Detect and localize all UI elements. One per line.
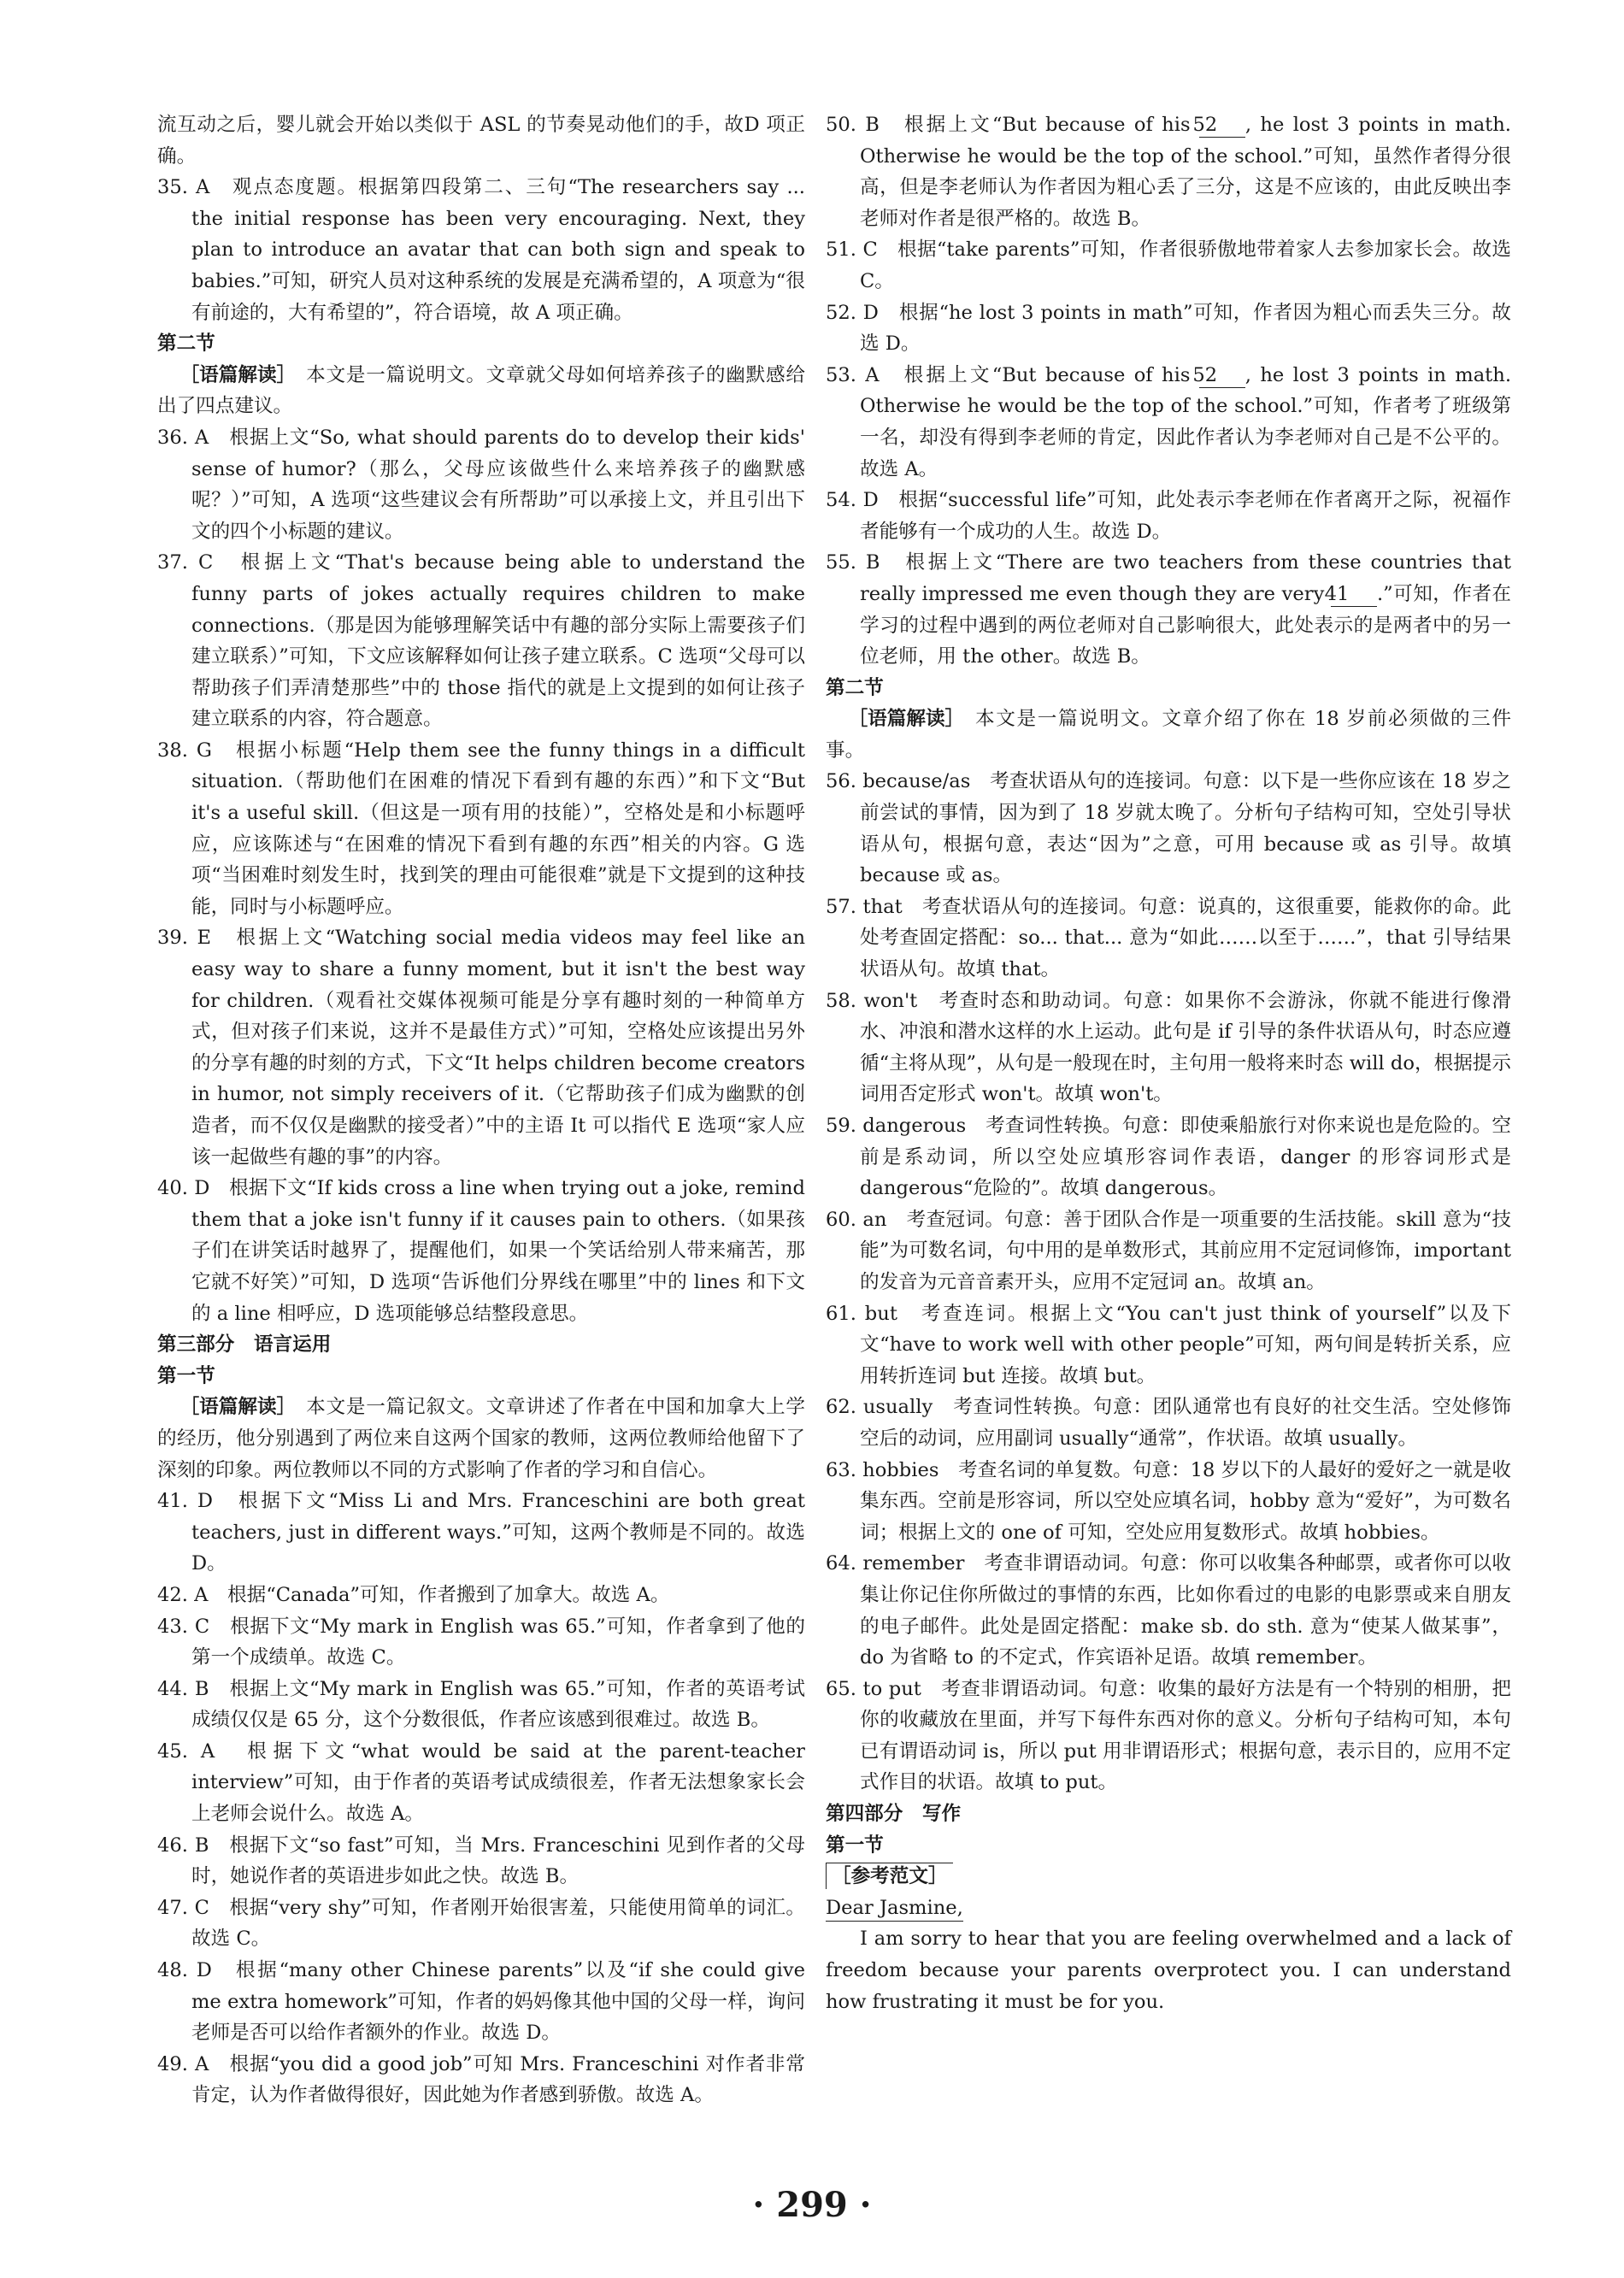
answer-item: 59. dangerous 考查词性转换。句意：即使乘船旅行对你来说也是危险的。空前是系动词，所以空处应填形容词作表语，danger 的形容词形式是 dangerous“危险的”。故填 dangerous。 bbox=[826, 1115, 1511, 1200]
section-heading: 第一节 bbox=[157, 1364, 215, 1387]
answer-item: 65. to put 考查非谓语动词。句意：收集的最好方法是有一个特别的相册，把你的收藏放在里面，并写下每件东西对你的意义。分析句子结构可知，本句已有谓语动词 is，所以 put 用非谓语形式；根据句意，表示目的，应用不定式作目的状语。故填 to put。 bbox=[826, 1677, 1511, 1794]
section-heading: 第四部分 写作 bbox=[826, 1803, 962, 1826]
section-heading: 第二节 bbox=[157, 333, 215, 356]
answer-item: 45. A 根据下文“what would be said at the parent-teacher interview”可知，由于作者的英语考试成绩很差，作者无法想象家长会上老师会说什么。故选 A。 bbox=[157, 1739, 805, 1826]
letter-body: I am sorry to hear that you are feeling overwhelmed and a lack of freedom because your parents overprotect you. I can understand how frustrating it must be for you. bbox=[826, 1928, 1511, 2013]
section-heading: 第二节 bbox=[826, 676, 884, 699]
reading-summary: ［语篇解读］ 本文是一篇记叙文。文章讲述了作者在中国和加拿大上学的经历，他分别遇到了两位来自这两个国家的教师，这两位教师给他留下了深刻的印象。两位教师以不同的方式影响了作者的学习和自信心。 bbox=[157, 1392, 805, 1486]
reference-label-line bbox=[826, 1861, 1511, 1892]
answer-item: 63. hobbies 考查名词的单复数。句意：18 岁以下的人最好的爱好之一就是收集东西。空前是形容词，所以空处应填名词，hobby 意为“爱好”，为可数名词；根据上文的 one of 可知，空处应用复数形式。故填 hobbies。 bbox=[826, 1458, 1511, 1544]
left-column bbox=[157, 109, 805, 2111]
answer-52: 52. D 根据“he lost 3 points in math”可知，作者因为粗心而丢失三分。故选 D。 bbox=[826, 301, 1511, 356]
reading-label: ［语篇解读］ bbox=[179, 1396, 297, 1419]
answer-item: 64. remember 考查非谓语动词。句意：你可以收集各种邮票，或者你可以收集让你记住你所做过的事情的东西，比如你看过的电影的电影票或来自朋友的电子邮件。此处是固定搭配：make sb. do sth. 意为“使某人做某事”，do 为省略 to 的不定式，作宾语补足语。故填 remember。 bbox=[826, 1552, 1511, 1669]
answer-continuation: 流互动之后，婴儿就会开始以类似于 ASL 的节奏晃动他们的手，故D 项正确。 bbox=[157, 114, 805, 168]
answer-55: 55. B 根据上文“There are two teachers from these countries that really impressed me even though they are very 41 .”可知，作者在学习的过程中遇到的两位老师对自己影响很大，此处表示的是两者中的另一位老师，用 the other。故选 B。 bbox=[826, 551, 1512, 668]
blank-ref: 41 bbox=[1331, 582, 1377, 607]
answer-item: 48. D 根据“many other Chinese parents”以及“if she could give me extra homework”可知，作者的妈妈像其他中国的父母一样，询问老师是否可以给作者额外的作业。故选 D。 bbox=[157, 1959, 805, 2045]
letter-salutation: Dear Jasmine, bbox=[826, 1895, 963, 1922]
answer-51: 51. C 根据“take parents”可知，作者很骄傲地带着家人去参加家长会。故选 C。 bbox=[826, 238, 1511, 292]
answer-item: 57. that 考查状语从句的连接词。句意：说真的，这很重要，能救你的命。此处考查固定搭配：so... that... 意为“如此……以至于……”，that 引导结果状语从句。故填 that。 bbox=[826, 895, 1511, 981]
answer-item: 43. C 根据下文“My mark in English was 65.”可知，作者拿到了他的第一个成绩单。故选 C。 bbox=[157, 1615, 805, 1669]
blank-ref: 52 bbox=[1199, 363, 1245, 388]
reading-summary: ［语篇解读］ 本文是一篇说明文。文章介绍了你在 18 岁前必须做的三件事。 bbox=[826, 703, 1511, 766]
section-heading: 第三部分 语言运用 bbox=[157, 1333, 332, 1357]
answer-item: 56. because/as 考查状语从句的连接词。句意：以下是一些你应该在 18 岁之前尝试的事情，因为到了 18 岁就太晚了。分析句子结构可知，空处引导状语从句，根据句意，表达“因为”之意，可用 because 或 as 引导。故填 because 或 as。 bbox=[826, 770, 1511, 887]
answer-item: 40. D 根据下文“If kids cross a line when trying out a joke, remind them that a joke isn't funny if it causes pain to others.（如果孩子们在讲笑话时越界了，提醒他们，如果一个笑话给别人带来痛苦，那它就不好笑）”可知，D 选项“告诉他们分界线在哪里”中的 lines 和下文的 a line 相呼应，D 选项能够总结整段意思。 bbox=[157, 1177, 805, 1325]
answer-53: 53. A 根据上文“But because of his 52 , he lost 3 points in math. Otherwise he would be the top of the school.”可知，作者考了班级第一名，却没有得到李老师的肯定，因此作者认为李老师对自己是不公平的。故选 A。 bbox=[826, 363, 1511, 480]
page-number: · 299 · bbox=[752, 2185, 872, 2225]
reading-label: ［语篇解读］ bbox=[848, 708, 965, 731]
answer-item: 60. an 考查冠词。句意：善于团队合作是一项重要的生活技能。skill 意为“技能”为可数名词，句中用的是单数形式，其前应用不定冠词修饰，important 的发音为元音音素开头，应用不定冠词 an。故填 an。 bbox=[826, 1208, 1511, 1293]
section-heading: 第一节 bbox=[826, 1834, 884, 1857]
answer-item: 58. won't 考查时态和助动词。句意：如果你不会游泳，你就不能进行像滑水、冲浪和潜水这样的水上运动。此句是 if 引导的条件状语从句，时态应遵循“主将从现”，从句是一般现在时，主句用一般将来时态 will do，根据提示词用否定形式 won't。故填 won't。 bbox=[826, 989, 1511, 1106]
answer-item: 38. G 根据小标题“Help them see the funny things in a difficult situation.（帮助他们在困难的情况下看到有趣的东西）”和下文“But it's a useful skill.（但这是一项有用的技能）”，空格处是和小标题呼应，应该陈述与“在困难的情况下看到有趣的东西”相关的内容。G 选项“当困难时刻发生时，找到笑的理由可能很难”就是下文提到的这种技能，同时与小标题呼应。 bbox=[157, 739, 805, 918]
letter-salutation-line bbox=[826, 1892, 1511, 1924]
answer-item: 36. A 根据上文“So, what should parents do to develop their kids' sense of humor?（那么，父母应该做些什么来培养孩子的幽默感呢？）”可知，A 选项“这些建议会有所帮助”可以承接上文，并且引出下文的四个小标题的建议。 bbox=[157, 426, 805, 543]
right-column bbox=[826, 109, 1511, 2017]
answer-item: 35. A 观点态度题。根据第四段第二、三句“The researchers say ... the initial response has been very encouraging. Next, they plan to introduce an avatar that can both sign and speak to babies.”可知，研究人员对这种系统的发展是充满希望的，A 项意为“很有前途的，大有希望的”，符合语境，故 A 项正确。 bbox=[157, 176, 805, 324]
answer-item: 49. A 根据“you did a good job”可知 Mrs. Franceschini 对作者非常肯定，认为作者做得很好，因此她为作者感到骄傲。故选 A。 bbox=[157, 2052, 805, 2107]
answer-list bbox=[826, 766, 1511, 1798]
blank-ref: 52 bbox=[1199, 113, 1245, 138]
answer-item: 47. C 根据“very shy”可知，作者刚开始很害羞，只能使用简单的词汇。故选 C。 bbox=[157, 1896, 805, 1951]
answer-item: 61. but 考查连词。根据上文“You can't just think of yourself”以及下文“have to work well with other people”可知，两句间是转折关系，应用转折连词 but 连接。故填 but。 bbox=[826, 1302, 1511, 1387]
answer-50: 50. B 根据上文“But because of his 52 , he lost 3 points in math. Otherwise he would be the top of the school.”可知，虽然作者得分很高，但是李老师认为作者因为粗心丢了三分，这是不应该的，由此反映出李老师对作者是很严格的。故选 B。 bbox=[826, 114, 1511, 230]
answer-item: 41. D 根据下文“Miss Li and Mrs. Franceschini are both great teachers, just in different ways.”可知，这两个教师是不同的。故选 D。 bbox=[157, 1490, 805, 1575]
reference-label: ［参考范文］ bbox=[826, 1863, 953, 1889]
answer-item: 62. usually 考查词性转换。句意：团队通常也有良好的社交生活。空处修饰空后的动词，应用副词 usually“通常”，作状语。故填 usually。 bbox=[826, 1396, 1511, 1450]
answer-item: 37. C 根据上文“That's because being able to understand the funny parts of jokes actually requires children to make connections.（那是因为能够理解笑话中有趣的部分实际上需要孩子们建立联系）”可知，下文应该解释如何让孩子建立联系。C 选项“父母可以帮助孩子们弄清楚那些”中的 those 指代的就是上文提到的如何让孩子建立联系的内容，符合题意。 bbox=[157, 551, 805, 731]
answer-item: 46. B 根据下文“so fast”可知，当 Mrs. Franceschini 见到作者的父母时，她说作者的英语进步如此之快。故选 B。 bbox=[157, 1834, 805, 1888]
answer-item: 42. A 根据“Canada”可知，作者搬到了加拿大。故选 A。 bbox=[157, 1583, 670, 1606]
answer-item: 39. E 根据上文“Watching social media videos may feel like an easy way to share a funny moment, but it isn't the best way for children.（观看社交媒体视频可能是分享有趣时刻的一种简单方式，但对孩子们来说，这并不是最佳方式）”可知，空格处应该提出另外的分享有趣的时刻的方式，下文“It helps children become creators in humor, not simply receivers of it.（它帮助孩子们成为幽默的创造者，而不仅仅是幽默的接受者）”中的主语 It 可以指代 E 选项“家人应该一起做些有趣的事”的内容。 bbox=[157, 927, 805, 1168]
reading-label: ［语篇解读］ bbox=[179, 363, 297, 386]
answer-item: 44. B 根据上文“My mark in English was 65.”可知，作者的英语考试成绩仅仅是 65 分，这个分数很低，作者应该感到很难过。故选 B。 bbox=[157, 1677, 805, 1732]
answer-54: 54. D 根据“successful life”可知，此处表示李老师在作者离开之际，祝福作者能够有一个成功的人生。故选 D。 bbox=[826, 489, 1511, 543]
reading-summary: ［语篇解读］ 本文是一篇说明文。文章就父母如何培养孩子的幽默感给出了四点建议。 bbox=[157, 360, 805, 422]
